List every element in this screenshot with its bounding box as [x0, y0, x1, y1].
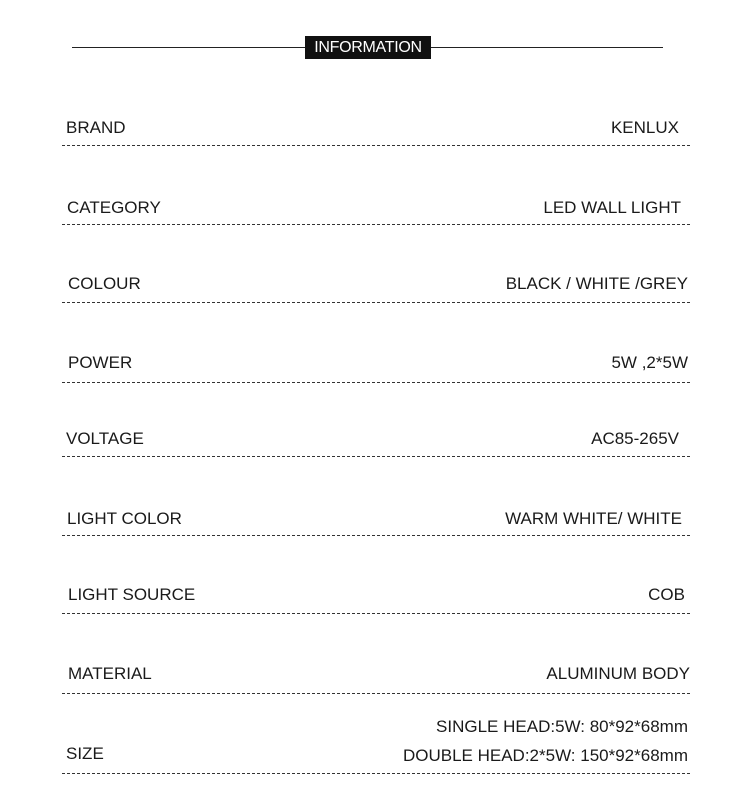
dashed-divider — [62, 456, 690, 457]
spec-value-light-source: COB — [648, 585, 685, 604]
spec-label-brand: BRAND — [66, 118, 126, 137]
dashed-divider — [62, 613, 690, 614]
section-title: INFORMATION — [305, 36, 431, 59]
dashed-divider — [62, 693, 690, 694]
spec-label-size: SIZE — [66, 744, 104, 763]
spec-value-light-color: WARM WHITE/ WHITE — [505, 509, 682, 528]
spec-label-light-source: LIGHT SOURCE — [68, 585, 196, 604]
spec-value-voltage: AC85-265V — [591, 429, 679, 448]
spec-value-power: 5W ,2*5W — [611, 353, 688, 372]
dashed-divider — [62, 224, 690, 225]
dashed-divider — [62, 535, 690, 536]
spec-label-light-color: LIGHT COLOR — [67, 509, 182, 528]
dashed-divider — [62, 302, 690, 303]
spec-label-category: CATEGORY — [67, 198, 161, 217]
spec-value-brand: KENLUX — [610, 118, 679, 137]
spec-value-size-double: DOUBLE HEAD:2*5W: 150*92*68mm — [402, 746, 688, 765]
spec-value-category: LED WALL LIGHT — [543, 198, 681, 217]
spec-label-power: POWER — [68, 353, 133, 372]
spec-label-colour: COLOUR — [68, 274, 141, 293]
spec-value-size-single: SINGLE HEAD:5W: 80*92*68mm — [436, 717, 688, 736]
spec-value-colour: BLACK / WHITE /GREY — [505, 274, 688, 293]
dashed-divider — [62, 773, 690, 774]
dashed-divider — [62, 145, 690, 146]
spec-label-material: MATERIAL — [68, 664, 152, 683]
spec-value-material: ALUMINUM BODY — [546, 664, 690, 683]
spec-label-voltage: VOLTAGE — [66, 429, 144, 448]
dashed-divider — [62, 382, 690, 383]
